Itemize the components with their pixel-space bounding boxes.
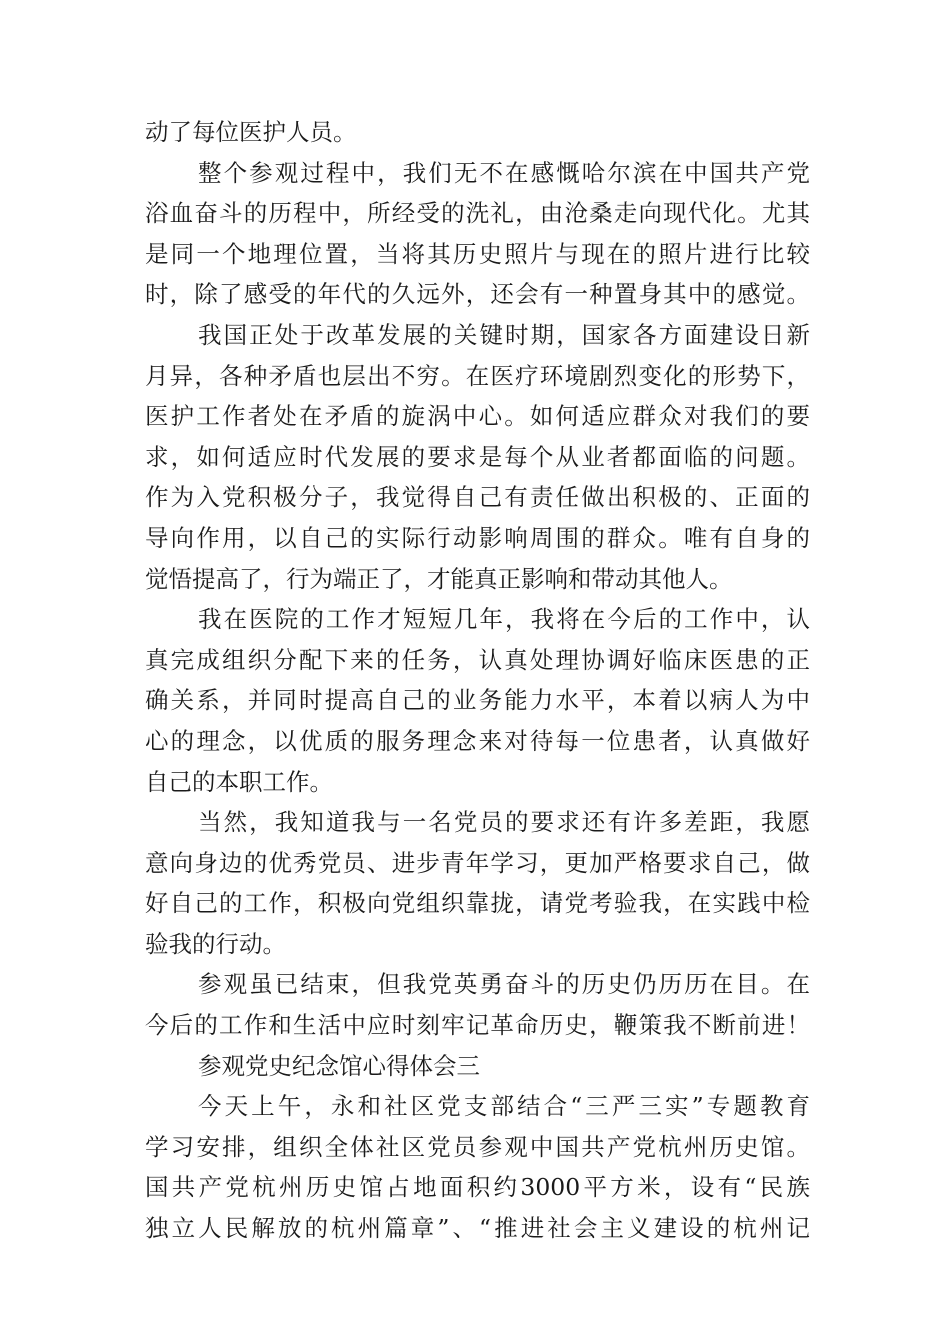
text-line: 确关系，并同时提高自己的业务能力水平，本着以病人为中 [145, 686, 810, 715]
text-line: 真完成组织分配下来的任务，认真处理协调好临床医患的正 [145, 645, 810, 674]
text-line: 学习安排，组织全体社区党员参观中国共产党杭州历史馆。 [145, 1132, 810, 1161]
text-line: 验我的行动。 [145, 929, 286, 958]
text-line: 好自己的工作，积极向党组织靠拢，请党考验我，在实践中检 [145, 889, 810, 918]
text-line: 意向身边的优秀党员、进步青年学习，更加严格要求自己，做 [145, 848, 810, 877]
text-line: 觉悟提高了，行为端正了，才能真正影响和带动其他人。 [145, 564, 733, 593]
text-line: 时，除了感受的年代的久远外，还会有一种置身其中的感觉。 [145, 280, 810, 309]
text-line: 动了每位医护人员。 [145, 118, 357, 146]
text-line: 自己的本职工作。 [145, 767, 333, 796]
paragraph-start-line: 当然，我知道我与一名党员的要求还有许多差距，我愿 [198, 808, 810, 837]
body-text [145, 112, 810, 1249]
text-line: 今后的工作和生活中应时刻牢记革命历史，鞭策我不断前进！ [145, 1011, 810, 1040]
text-line: 导向作用，以自己的实际行动影响周围的群众。唯有自身的 [145, 523, 810, 552]
paragraph-start-line: 我在医院的工作才短短几年，我将在今后的工作中，认 [198, 605, 810, 634]
text-line: 浴血奋斗的历程中，所经受的洗礼，由沧桑走向现代化。尤其 [145, 199, 810, 228]
text-line: 作为入党积极分子，我觉得自己有责任做出积极的、正面的 [145, 483, 810, 512]
text-line: 求，如何适应时代发展的要求是每个从业者都面临的问题。 [145, 442, 810, 471]
paragraph-start-line: 我国正处于改革发展的关键时期，国家各方面建设日新 [198, 320, 810, 349]
text-line: 是同一个地理位置，当将其历史照片与现在的照片进行比较 [145, 239, 810, 268]
text-line: 国共产党杭州历史馆占地面积约3000平方米，设有“民族 [145, 1173, 810, 1202]
text-line: 月异，各种矛盾也层出不穷。在医疗环境剧烈变化的形势下， [145, 361, 810, 390]
text-line: 独立人民解放的杭州篇章”、“推进社会主义建设的杭州记 [145, 1214, 810, 1243]
text-line: 心的理念，以优质的服务理念来对待每一位患者，认真做好 [145, 726, 810, 755]
paragraph-start-line: 整个参观过程中，我们无不在感慨哈尔滨在中国共产党 [198, 158, 810, 187]
section-heading: 参观党史纪念馆心得体会三 [198, 1051, 480, 1080]
paragraph-start-line: 今天上午，永和社区党支部结合“三严三实”专题教育 [198, 1092, 810, 1121]
text-line: 医护工作者处在矛盾的旋涡中心。如何适应群众对我们的要 [145, 402, 810, 431]
paragraph-start-line: 参观虽已结束，但我党英勇奋斗的历史仍历历在目。在 [198, 970, 810, 999]
